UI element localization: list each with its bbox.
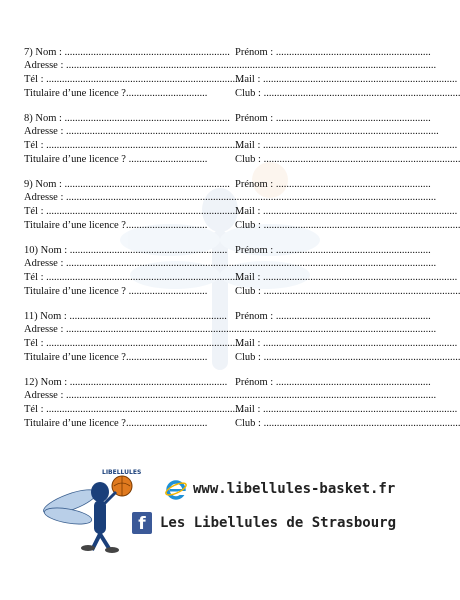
adresse-field[interactable]: Adresse : .............................................................................................................................................. xyxy=(24,126,439,137)
nom-field[interactable]: 11) Nom : ............................................................ xyxy=(24,311,227,322)
prenom-field[interactable]: Prénom : ........................................................... xyxy=(235,113,431,124)
dragonfly-mascot-logo xyxy=(40,462,160,554)
internet-explorer-icon xyxy=(165,478,187,500)
mail-field[interactable]: Mail : .......................................................................... xyxy=(235,74,458,85)
tel-field[interactable]: Tél : ........................................................................... xyxy=(24,140,244,151)
entry-8 xyxy=(24,112,460,178)
mail-field[interactable]: Mail : .......................................................................... xyxy=(235,338,458,349)
entry-12 xyxy=(24,376,460,442)
prenom-field[interactable]: Prénom : ........................................................... xyxy=(235,377,431,388)
website-link[interactable] xyxy=(165,478,395,500)
club-field[interactable]: Club : ........................................................................... xyxy=(235,286,460,297)
website-url: www.libellules-basket.fr xyxy=(193,481,396,497)
entry-10 xyxy=(24,244,460,310)
adresse-field[interactable]: Adresse : ............................................................................................................................................. xyxy=(24,390,437,401)
registration-form xyxy=(24,46,460,442)
tel-field[interactable]: Tél : ........................................................................... xyxy=(24,272,244,283)
tel-field[interactable]: Tél : ........................................................................... xyxy=(24,206,244,217)
svg-text:LIBELLULES: LIBELLULES xyxy=(102,469,142,476)
mail-field[interactable]: Mail : .......................................................................... xyxy=(235,404,458,415)
prenom-field[interactable]: Prénom : ........................................................... xyxy=(235,47,431,58)
licence-field[interactable]: Titulaire d’une licence ? .............................. xyxy=(24,154,208,165)
entry-9 xyxy=(24,178,460,244)
adresse-field[interactable]: Adresse : ............................................................................................................................................. xyxy=(24,258,437,269)
tel-field[interactable]: Tél : ........................................................................... xyxy=(24,404,244,415)
mail-field[interactable]: Mail : .......................................................................... xyxy=(235,140,458,151)
nom-field[interactable]: 10) Nom : ............................................................ xyxy=(24,245,228,256)
facebook-icon: f xyxy=(132,512,152,534)
licence-field[interactable]: Titulaire d’une licence ? .............................. xyxy=(24,286,208,297)
licence-field[interactable]: Titulaire d’une licence ?............................... xyxy=(24,220,208,231)
adresse-field[interactable]: Adresse : ............................................................................................................................................. xyxy=(24,324,437,335)
entry-7 xyxy=(24,46,460,112)
facebook-page-name: Les Libellules de Strasbourg xyxy=(160,515,397,531)
nom-field[interactable]: 9) Nom : ............................................................... xyxy=(24,179,230,190)
prenom-field[interactable]: Prénom : ........................................................... xyxy=(235,245,431,256)
nom-field[interactable]: 12) Nom : ............................................................ xyxy=(24,377,228,388)
club-field[interactable]: Club : ........................................................................... xyxy=(235,352,460,363)
nom-field[interactable]: 7) Nom : ............................................................... xyxy=(24,47,230,58)
nom-field[interactable]: 8) Nom : ............................................................... xyxy=(24,113,230,124)
mail-field[interactable]: Mail : .......................................................................... xyxy=(235,272,458,283)
facebook-link[interactable] xyxy=(132,511,396,535)
adresse-field[interactable]: Adresse : ............................................................................................................................................. xyxy=(24,192,437,203)
adresse-field[interactable]: Adresse : ............................................................................................................................................. xyxy=(24,60,437,71)
licence-field[interactable]: Titulaire d’une licence ?............................... xyxy=(24,88,208,99)
prenom-field[interactable]: Prénom : ........................................................... xyxy=(235,179,431,190)
tel-field[interactable]: Tél : ........................................................................... xyxy=(24,338,244,349)
club-field[interactable]: Club : ........................................................................... xyxy=(235,88,460,99)
club-field[interactable]: Club : ........................................................................... xyxy=(235,154,460,165)
licence-field[interactable]: Titulaire d’une licence ?............................... xyxy=(24,418,208,429)
club-field[interactable]: Club : ........................................................................... xyxy=(235,220,460,231)
tel-field[interactable]: Tél : ........................................................................... xyxy=(24,74,244,85)
licence-field[interactable]: Titulaire d’une licence ?............................... xyxy=(24,352,208,363)
mail-field[interactable]: Mail : .......................................................................... xyxy=(235,206,458,217)
entry-11 xyxy=(24,310,460,376)
prenom-field[interactable]: Prénom : ........................................................... xyxy=(235,311,431,322)
club-field[interactable]: Club : ........................................................................... xyxy=(235,418,460,429)
